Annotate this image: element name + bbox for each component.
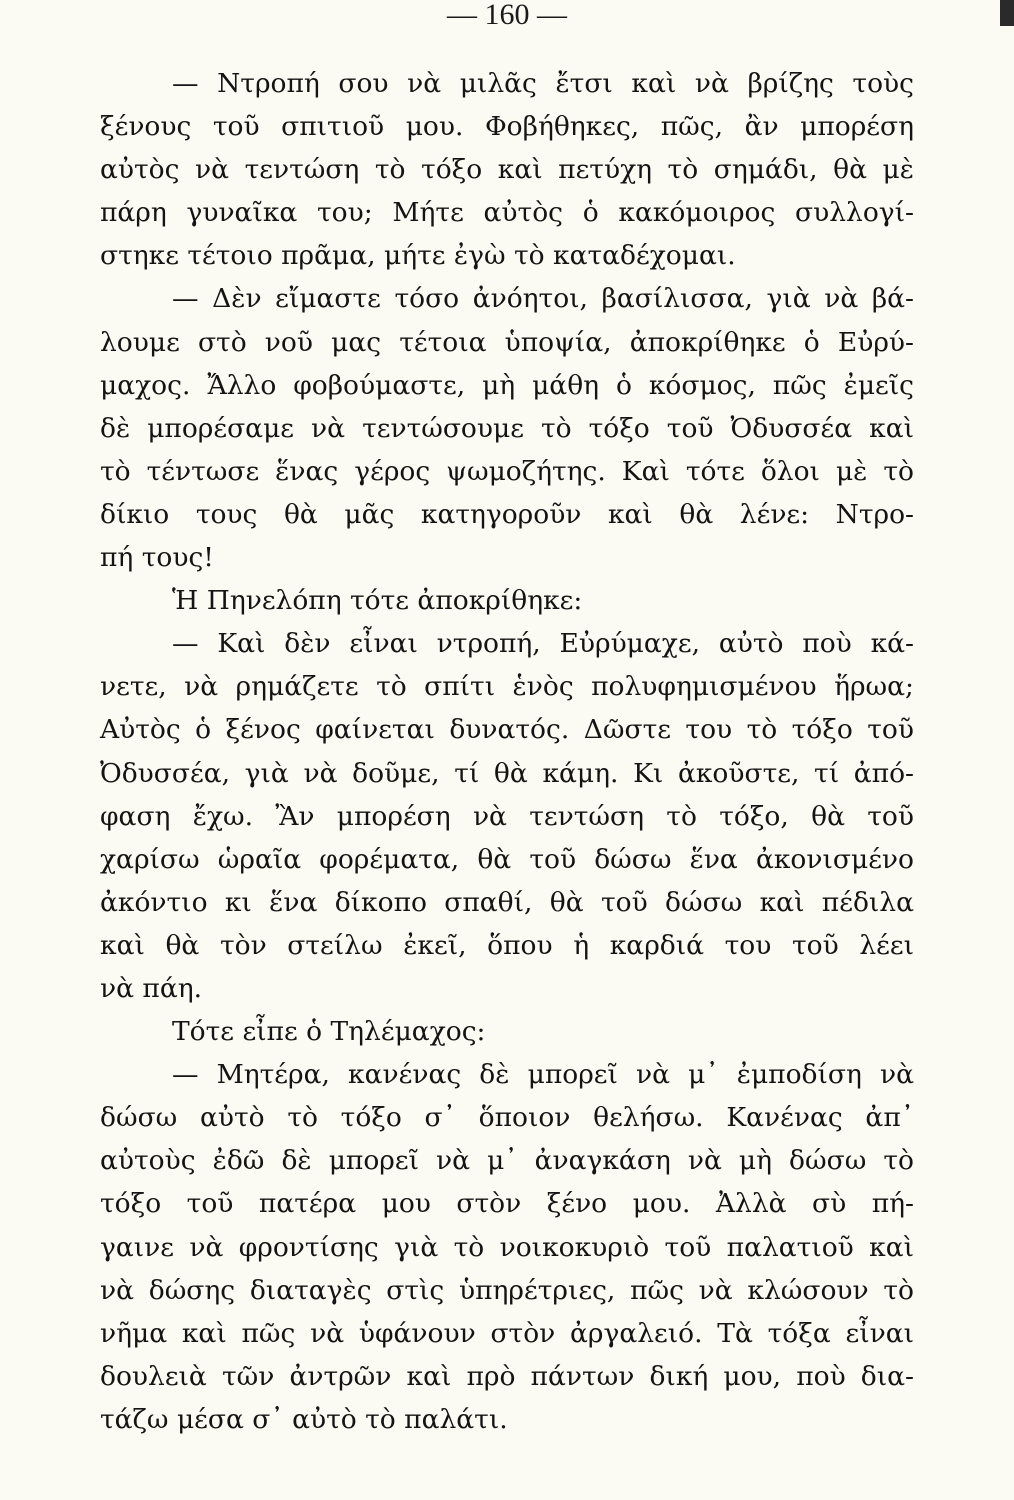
text-line: καὶ θὰ τὸν στείλω ἐκεῖ, ὅπου ἡ καρδιά του τοῦ λέει xyxy=(100,929,914,961)
text-line: τόξο τοῦ πατέρα μου στὸν ξένο μου. Ἀλλὰ σὺ πή- xyxy=(100,1188,914,1220)
text-line: νὰ πάη. xyxy=(100,972,203,1004)
text-line: δουλειὰ τῶν ἀντρῶν καὶ πρὸ πάντων δική μου, ποὺ δια- xyxy=(100,1360,914,1392)
text-line: τάζω μέσα σ᾽ αὐτὸ τὸ παλάτι. xyxy=(100,1403,508,1435)
text-line: Ὀδυσσέα, γιὰ νὰ δοῦμε, τί θὰ κάμη. Κι ἀκοῦστε, τί ἀπό- xyxy=(100,757,914,789)
text-line: νὰ δώσης διαταγὲς στὶς ὑπηρέτριες, πῶς νὰ κλώσουν τὸ xyxy=(100,1274,914,1306)
text-line: στηκε τέτοιο πρᾶμα, μήτε ἐγὼ τὸ καταδέχομαι. xyxy=(100,240,736,272)
text-line: δίκιο τους θὰ μᾶς κατηγοροῦν καὶ θὰ λένε: Ντρο- xyxy=(100,498,914,530)
text-line: ξένους τοῦ σπιτιοῦ μου. Φοβήθηκες, πῶς, ἂν μπορέση xyxy=(100,111,914,143)
text-line: — Ντροπή σου νὰ μιλᾶς ἔτσι καὶ νὰ βρίζης τοὺς xyxy=(172,68,914,99)
text-line: νετε, νὰ ρημάζετε τὸ σπίτι ἑνὸς πολυφημισμένου ἥρωα; xyxy=(100,671,914,703)
text-line: αὐτοὺς ἐδῶ δὲ μπορεῖ νὰ μ᾽ ἀναγκάση νὰ μὴ δώσω τὸ xyxy=(100,1145,914,1177)
text-line: μαχος. Ἄλλο φοβούμαστε, μὴ μάθη ὁ κόσμος, πῶς ἐμεῖς xyxy=(100,369,914,401)
text-line: πή τους! xyxy=(100,542,214,574)
text-line: Ἡ Πηνελόπη τότε ἀποκρίθηκε: xyxy=(172,585,583,617)
text-line: αὐτὸς νὰ τεντώση τὸ τόξο καὶ πετύχη τὸ σημάδι, θὰ μὲ xyxy=(100,154,914,186)
text-line: — Μητέρα, κανένας δὲ μπορεῖ νὰ μ᾽ ἐμποδίση νὰ xyxy=(172,1059,914,1091)
text-line: Τότε εἶπε ὁ Τηλέμαχος: xyxy=(172,1016,486,1048)
text-line: — Δὲν εἴμαστε τόσο ἀνόητοι, βασίλισσα, γιὰ νὰ βά- xyxy=(172,283,914,315)
text-line: δὲ μπορέσαμε νὰ τεντώσουμε τὸ τόξο τοῦ Ὀδυσσέα καὶ xyxy=(100,412,914,444)
text-line: ἀκόντιο κι ἕνα δίκοπο σπαθί, θὰ τοῦ δώσω καὶ πέδιλα xyxy=(100,886,914,918)
text-line: τὸ τέντωσε ἕνας γέρος ψωμοζήτης. Καὶ τότε ὅλοι μὲ τὸ xyxy=(100,455,914,487)
text-line: — Καὶ δὲν εἶναι ντροπή, Εὐρύμαχε, αὐτὸ ποὺ κά- xyxy=(172,628,914,660)
text-line: λουμε στὸ νοῦ μας τέτοια ὑποψία, ἀποκρίθηκε ὁ Εὐρύ- xyxy=(100,326,914,358)
text-line: νῆμα καὶ πῶς νὰ ὑφάνουν στὸν ἀργαλειό. Τὰ τόξα εἶναι xyxy=(100,1317,914,1349)
text-line: γαινε νὰ φροντίσης γιὰ τὸ νοικοκυριὸ τοῦ παλατιοῦ καὶ xyxy=(100,1231,914,1263)
text-line: Αὐτὸς ὁ ξένος φαίνεται δυνατός. Δῶστε του τὸ τόξο τοῦ xyxy=(100,714,914,746)
text-line: πάρη γυναῖκα του; Μήτε αὐτὸς ὁ κακόμοιρος συλλογί- xyxy=(100,197,914,229)
page-number: — 160 — xyxy=(447,0,567,31)
text-line: χαρίσω ὡραῖα φορέματα, θὰ τοῦ δώσω ἕνα ἀκονισμένο xyxy=(100,843,914,875)
text-line: δώσω αὐτὸ τὸ τόξο σ᾽ ὅποιον θελήσω. Κανένας ἀπ᾽ xyxy=(100,1102,914,1134)
body-text xyxy=(100,62,914,1441)
text-line: φαση ἔχω. Ἂν μπορέση νὰ τεντώση τὸ τόξο, θὰ τοῦ xyxy=(100,800,914,832)
